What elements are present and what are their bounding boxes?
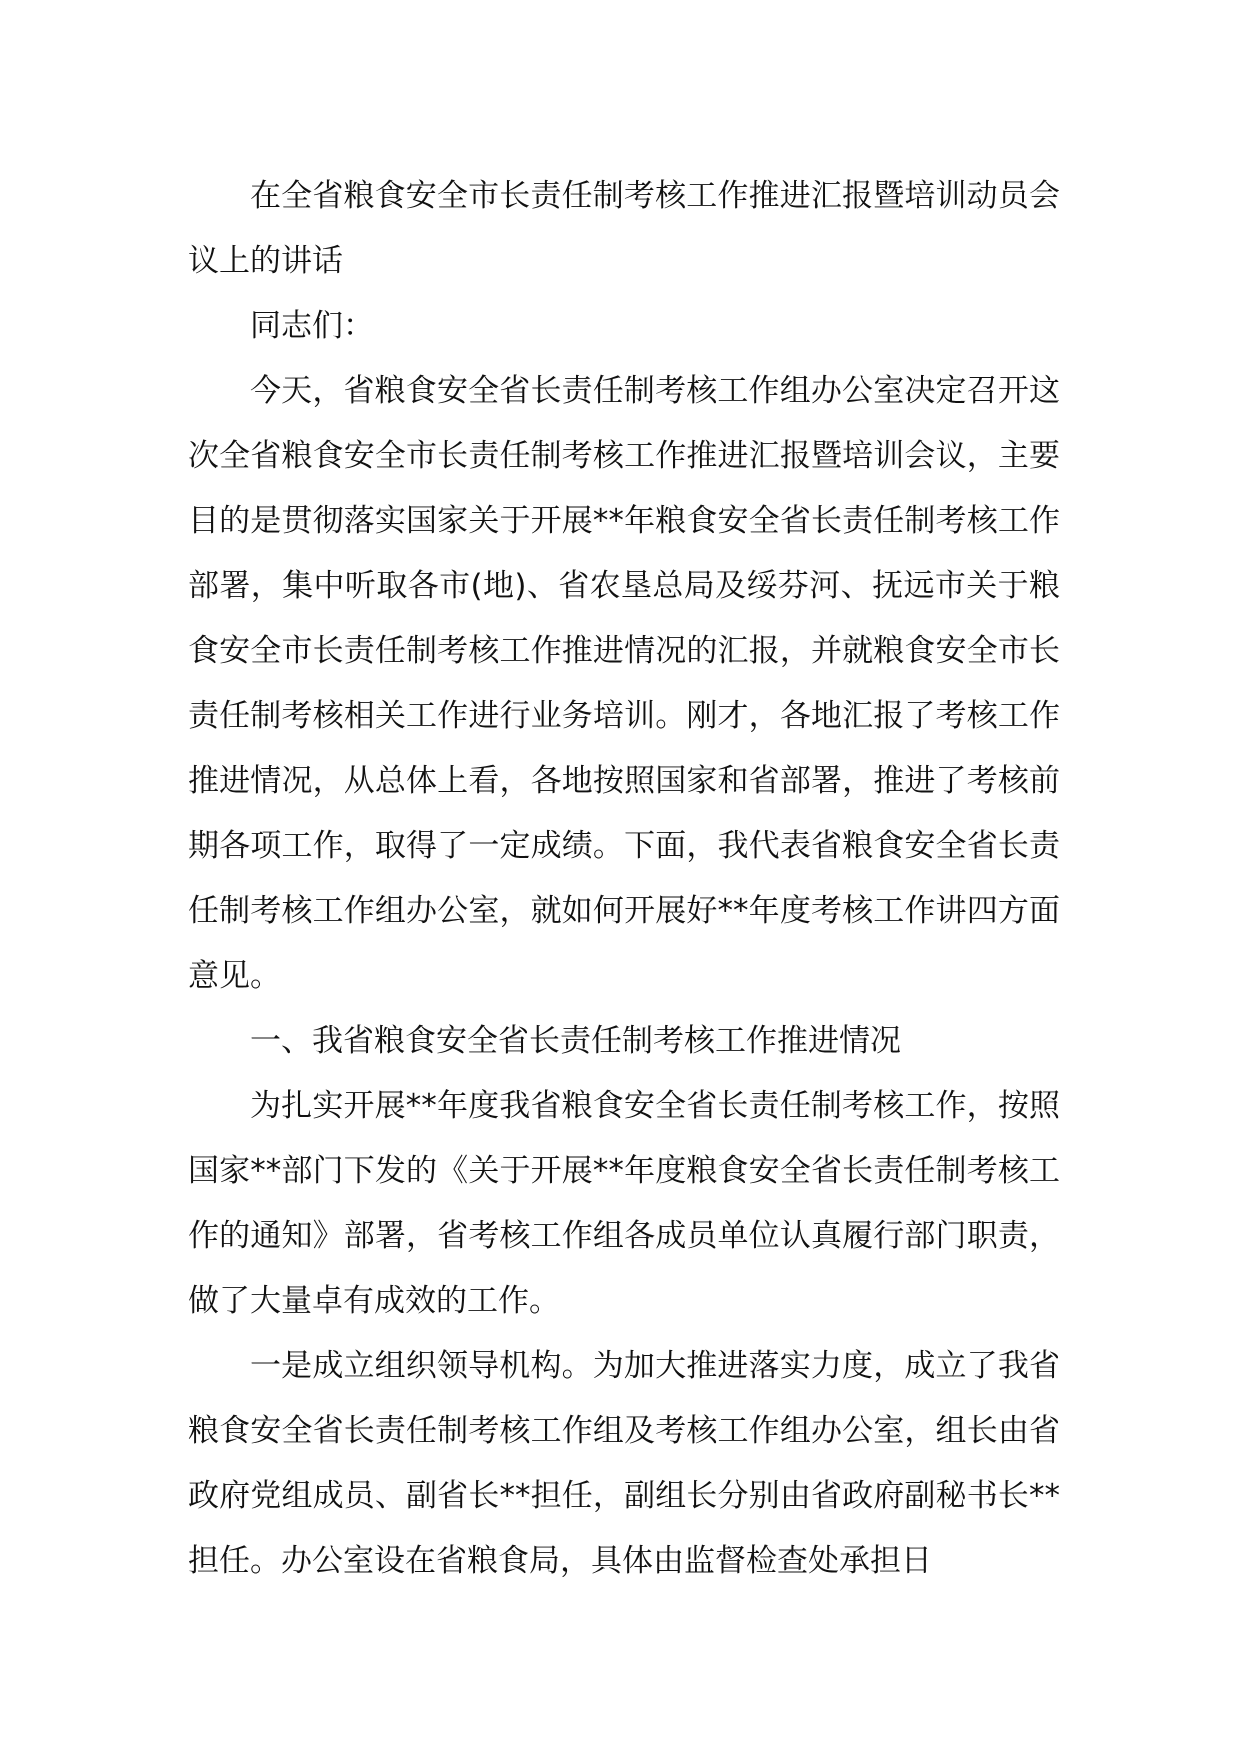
document-body xyxy=(188,164,1060,1594)
paragraph-1: 今天，省粮食安全省长责任制考核工作组办公室决定召开这次全省粮食安全市长责任制考核工作推进汇报暨培训会议，主要目的是贯彻落实国家关于开展**年粮食安全省长责任制考核工作部署，集中听取各市(地)、省农垦总局及绥芬河、抚远市关于粮食安全市长责任制考核工作推进情况的汇报，并就粮食安全市长责任制考核相关工作进行业务培训。刚才，各地汇报了考核工作推进情况，从总体上看，各地按照国家和省部署，推进了考核前期各项工作，取得了一定成绩。下面，我代表省粮食安全省长责任制考核工作组办公室，就如何开展好**年度考核工作讲四方面意见。 xyxy=(188,373,1060,994)
document-title: 在全省粮食安全市长责任制考核工作推进汇报暨培训动员会议上的讲话 xyxy=(188,178,1060,279)
greeting: 同志们： xyxy=(250,308,374,344)
paragraph-2: 为扎实开展**年度我省粮食安全省长责任制考核工作，按照国家**部门下发的《关于开展**年度粮食安全省长责任制考核工作的通知》部署，省考核工作组各成员单位认真履行部门职责，做了大量卓有成效的工作。 xyxy=(188,1088,1060,1319)
section-heading-1: 一、我省粮食安全省长责任制考核工作推进情况 xyxy=(250,1023,901,1059)
paragraph-3: 一是成立组织领导机构。为加大推进落实力度，成立了我省粮食安全省长责任制考核工作组及考核工作组办公室，组长由省政府党组成员、副省长**担任，副组长分别由省政府副秘书长**担任。办公室设在省粮食局，具体由监督检查处承担日 xyxy=(188,1348,1060,1579)
